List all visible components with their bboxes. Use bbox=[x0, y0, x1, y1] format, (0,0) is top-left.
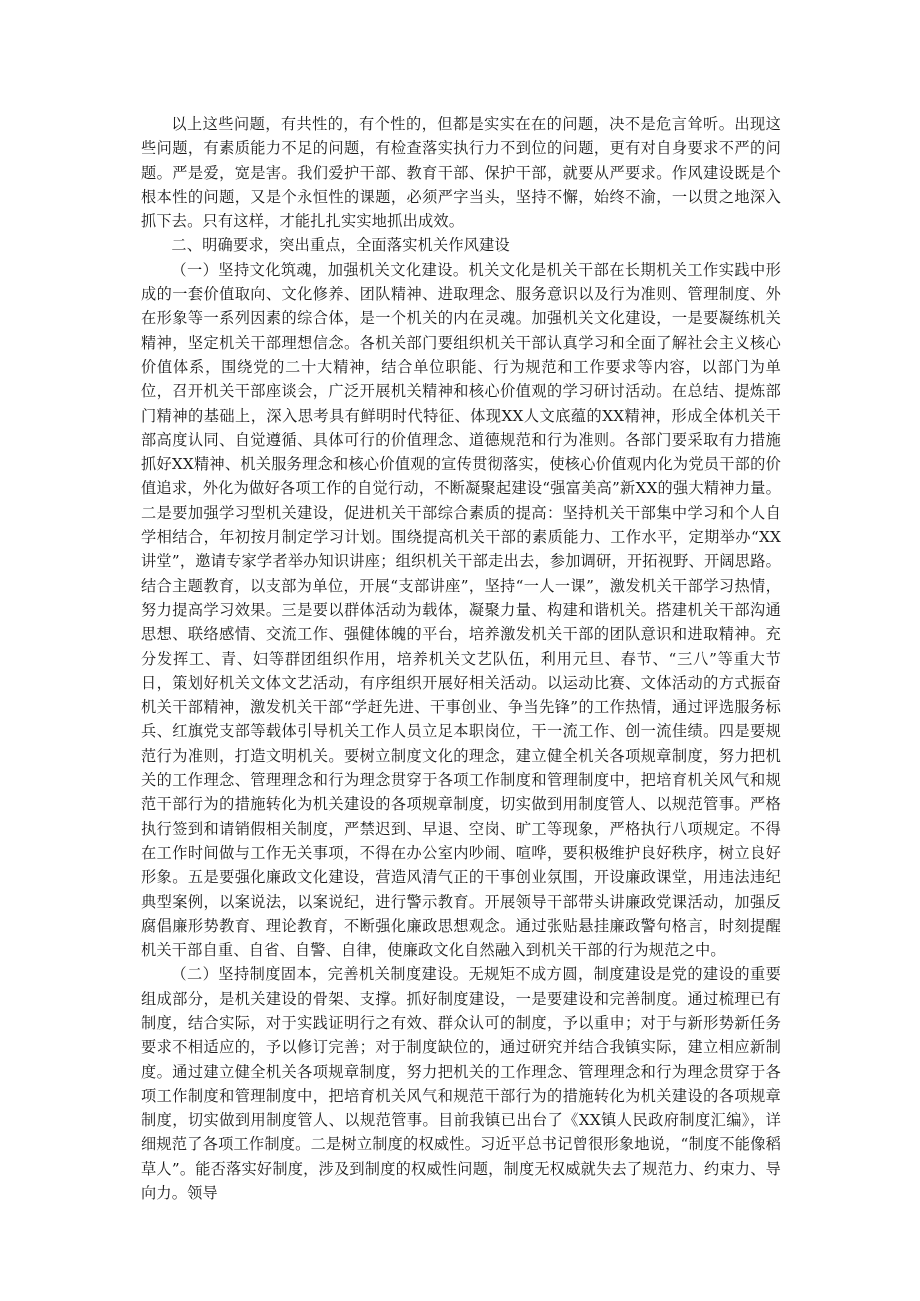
paragraph-problems-summary: 以上这些问题，有共性的，有个性的，但都是实实在在的问题，决不是危言耸听。出现这些问题，有素质能力不足的问题，有检查落实执行力不到位的问题，更有对自身要求不严的问题。严是爱，宽是害。我们爱护干部、教育干部、保护干部，就要从严要求。作风建设既是个根本性的问题，又是个永恒性的课题，必须严字当头，坚持不懈，始终不渝，一以贯之地深入抓下去。只有这样，才能扎扎实实地抓出成效。 bbox=[141, 115, 781, 231]
document-body bbox=[141, 112, 781, 1205]
section-heading-two: 二、明确要求，突出重点，全面落实机关作风建设 bbox=[171, 236, 510, 255]
paragraph-culture-building: （一）坚持文化筑魂，加强机关文化建设。机关文化是机关干部在长期机关工作实践中形成的一套价值取向、文化修养、团队精神、进取理念、服务意识以及行为准则、管理制度、外在形象等一系列因素的综合体，是一个机关的内在灵魂。加强机关文化建设，一是要凝练机关精神，坚定机关干部理想信念。各机关部门要组织机关干部认真学习和全面了解社会主义核心价值体系，围绕党的二十大精神，结合单位职能、行为规范和工作要求等内容，以部门为单位，召开机关干部座谈会，广泛开展机关精神和核心价值观的学习研讨活动。在总结、提炼部门精神的基础上，深入思考具有鲜明时代特征、体现XX人文底蕴的XX精神，形成全体机关干部高度认同、自觉遵循、具体可行的价值理念、道德规范和行为准则。各部门要采取有力措施抓好XX精神、机关服务理念和核心价值观的宣传贯彻落实，使核心价值观内化为党员干部的价值追求，外化为做好各项工作的自觉行动，不断凝聚起建设“强富美高”新XX的强大精神力量。二是要加强学习型机关建设，促进机关干部综合素质的提高：坚持机关干部集中学习和个人自学相结合，年初按月制定学习计划。围绕提高机关干部的素质能力、工作水平，定期举办“XX讲堂”，邀请专家学者举办知识讲座；组织机关干部走出去，参加调研，开拓视野、开阔思路。结合主题教育，以支部为单位，开展“支部讲座”，坚持“一人一课”，激发机关干部学习热情，努力提高学习效果。三是要以群体活动为载体，凝聚力量、构建和谐机关。搭建机关干部沟通思想、联络感情、交流工作、强健体魄的平台，培养激发机关干部的团队意识和进取精神。充分发挥工、青、妇等群团组织作用，培养机关文艺队伍，利用元旦、春节、“三八”等重大节日，策划好机关文体文艺活动，有序组织开展好相关活动。以运动比赛、文体活动的方式振奋机关干部精神，激发机关干部“学赶先进、干事创业、争当先锋”的工作热情，通过评选服务标兵、红旗党支部等载体引导机关工作人员立足本职岗位，干一流工作、创一流佳绩。四是要规范行为准则，打造文明机关。要树立制度文化的理念，建立健全机关各项规章制度，努力把机关的工作理念、管理理念和行为理念贯穿于各项工作制度和管理制度中，把培育机关风气和规范干部行为的措施转化为机关建设的各项规章制度，切实做到用制度管人、以规范管事。严格执行签到和请销假相关制度，严禁迟到、早退、空岗、旷工等现象，严格执行八项规定。不得在工作时间做与工作无关事项，不得在办公室内吵闹、喧哗，要积极维护良好秩序，树立良好形象。五是要强化廉政文化建设，营造风清气正的干事创业氛围，开设廉政课堂，用违法违纪典型案例，以案说法，以案说纪，进行警示教育。开展领导干部带头讲廉政党课活动，加强反腐倡廉形势教育、理论教育，不断强化廉政思想观念。通过张贴悬挂廉政警句格言，时刻提醒机关干部自重、自省、自警、自律，使廉政文化自然融入到机关干部的行为规范之中。 bbox=[141, 260, 781, 960]
paragraph-system-building: （二）坚持制度固本，完善机关制度建设。无规矩不成方圆，制度建设是党的建设的重要组成部分，是机关建设的骨架、支撑。抓好制度建设，一是要建设和完善制度。通过梳理已有制度，结合实际，对于实践证明行之有效、群众认可的制度，予以重申；对于与新形势新任务要求不相适应的，予以修订完善；对于制度缺位的，通过研究并结合我镇实际，建立相应新制度。通过建立健全机关各项规章制度，努力把机关的工作理念、管理理念和行为理念贯穿于各项工作制度和管理制度中，把培育机关风气和规范干部行为的措施转化为机关建设的各项规章制度，切实做到用制度管人、以规范管事。目前我镇已出台了《XX镇人民政府制度汇编》，详细规范了各项工作制度。二是树立制度的权威性。习近平总书记曾很形象地说，“制度不能像稻草人”。能否落实好制度，涉及到制度的权威性问题，制度无权威就失去了规范力、约束力、导向力。领导 bbox=[141, 965, 781, 1203]
